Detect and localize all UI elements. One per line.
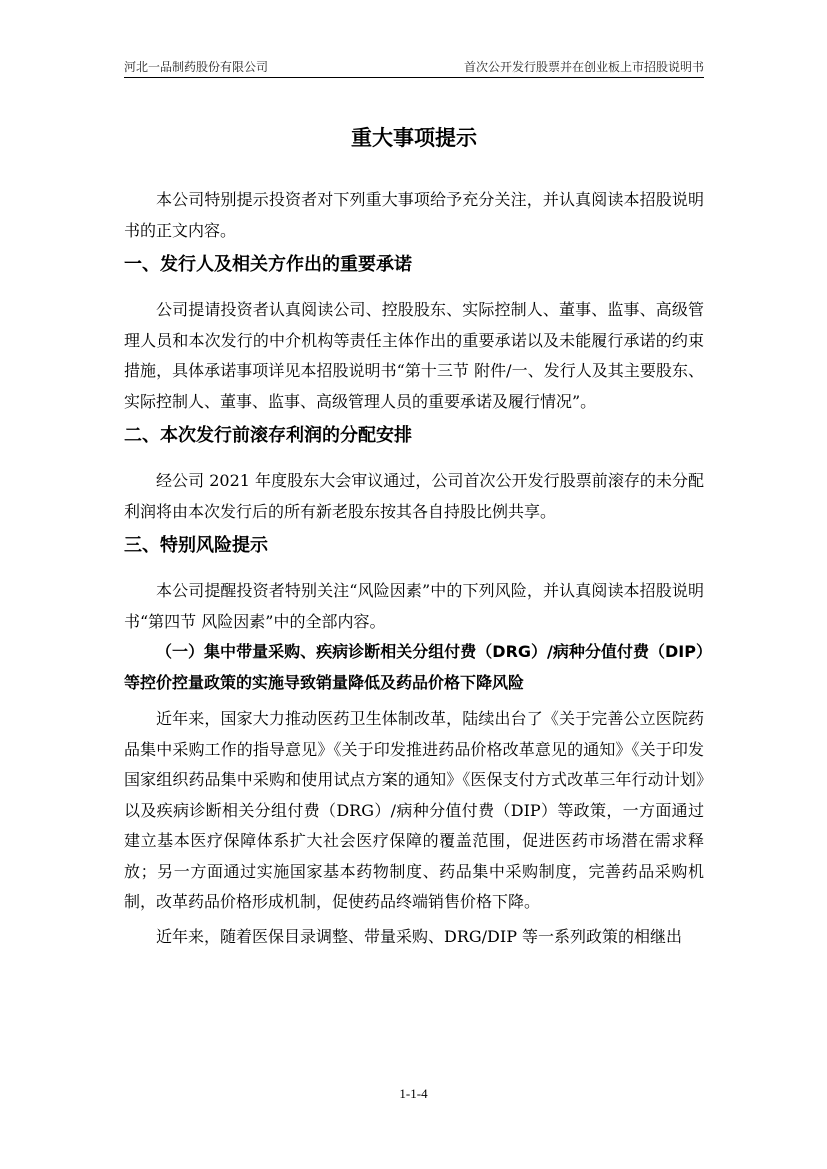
section-3-subheading: （一）集中带量采购、疾病诊断相关分组付费（DRG）/病种分值付费（DIP）等控价控量政策的实施导致销量降低及药品价格下降风险 bbox=[124, 642, 704, 692]
section-2-paragraph: 经公司 2021 年度股东大会审议通过，公司首次公开发行股票前滚存的未分配利润将由本次发行后的所有新老股东按其各自持股比例共享。 bbox=[124, 471, 704, 521]
page-title: 重大事项提示 bbox=[351, 126, 477, 150]
header-rule bbox=[124, 77, 704, 78]
page-number: 1-1-4 bbox=[399, 1086, 428, 1101]
header-company: 河北一品制药股份有限公司 bbox=[124, 60, 269, 74]
section-3-heading: 三、特别风险提示 bbox=[124, 535, 268, 556]
header-document-title: 首次公开发行股票并在创业板上市招股说明书 bbox=[463, 60, 704, 74]
page-content bbox=[124, 118, 704, 952]
section-1-heading: 一、发行人及相关方作出的重要承诺 bbox=[124, 254, 412, 275]
section-1-paragraph: 公司提请投资者认真阅读公司、控股股东、实际控制人、董事、监事、高级管理人员和本次发行的中介机构等责任主体作出的重要承诺以及未能履行承诺的约束措施，具体承诺事项详见本招股说明书“第十三节 附件/一、发行人及其主要股东、实际控制人、董事、监事、高级管理人员的重要承诺及履行情况”。 bbox=[124, 300, 704, 411]
page-header bbox=[124, 58, 704, 78]
section-3-paragraph-3: 近年来，随着医保目录调整、带量采购、DRG/DIP 等一系列政策的相继出 bbox=[156, 926, 683, 946]
section-3-paragraph: 本公司提醒投资者特别关注“风险因素”中的下列风险，并认真阅读本招股说明书“第四节 风险因素”中的全部内容。 bbox=[124, 581, 704, 631]
intro-paragraph: 本公司特别提示投资者对下列重大事项给予充分关注，并认真阅读本招股说明书的正文内容。 bbox=[124, 190, 704, 240]
section-3-paragraph-2: 近年来，国家大力推动医药卫生体制改革，陆续出台了《关于完善公立医院药品集中采购工作的指导意见》《关于印发推进药品价格改革意见的通知》《关于印发国家组织药品集中采购和使用试点方案的通知》《医保支付方式改革三年行动计划》以及疾病诊断相关分组付费（DRG）/病种分值付费（DIP）等政策，一方面通过建立基本医疗保障体系扩大社会医疗保障的覆盖范围，促进医药市场潜在需求释放；另一方面通过实施国家基本药物制度、药品集中采购制度，完善药品采购机制，改革药品价格形成机制，促使药品终端销售价格下降。 bbox=[124, 709, 704, 911]
section-2-heading: 二、本次发行前滚存利润的分配安排 bbox=[124, 425, 412, 446]
